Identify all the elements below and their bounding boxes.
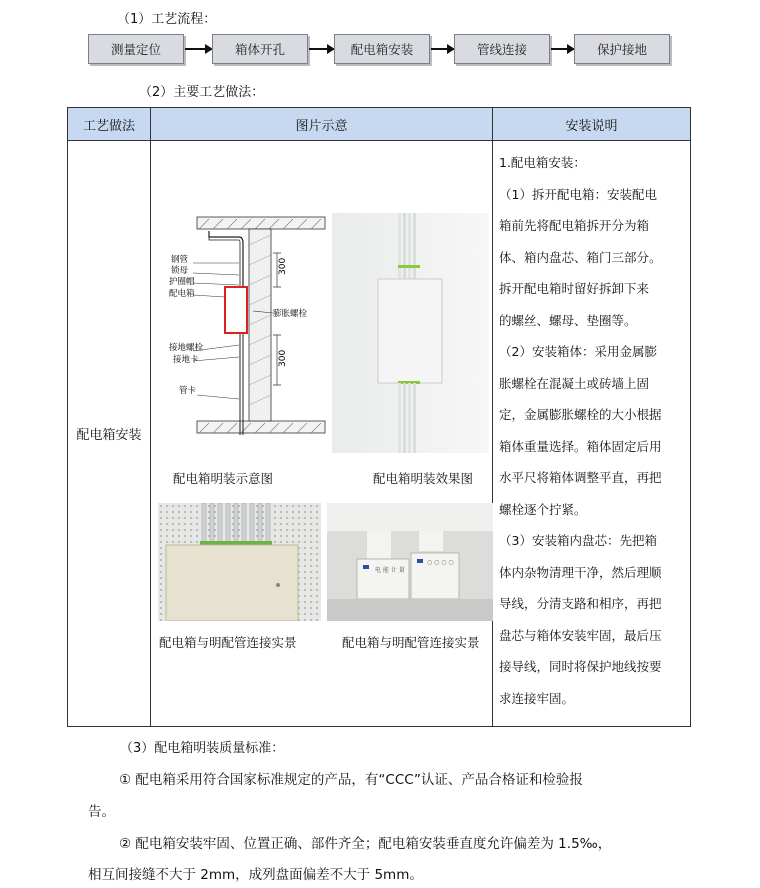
quality-standard-heading: （3）配电箱明装质量标准：: [120, 741, 285, 756]
method-cell: 配电箱安装: [68, 141, 151, 727]
description-line: 体内杂物清理干净，然后理顺: [499, 564, 662, 580]
standard-item-2-cont: 相互间接缝不大于 2mm，成列盘面偏差不大于 5mm。: [88, 867, 423, 883]
meter-box-label: 电 能 计 量: [375, 567, 405, 574]
installation-schematic: [169, 215, 329, 455]
header-description: 安装说明: [493, 108, 691, 141]
process-flow-heading: （1）工艺流程：: [117, 12, 217, 27]
flow-arrow: [185, 48, 211, 50]
standard-item-1: ① 配电箱采用符合国家标准规定的产品，有“CCC”认证、产品合格证和检验报: [119, 772, 583, 788]
main-process-heading: （2）主要工艺做法：: [139, 85, 265, 100]
caption-schematic: 配电箱明装示意图: [173, 471, 274, 486]
label-ground-bolt: 接地螺栓: [169, 343, 204, 353]
flow-arrow: [309, 48, 333, 50]
description-line: 拆开配电箱时留好拆卸下来: [499, 281, 650, 296]
description-line: 的螺丝、螺母、垫圈等。: [499, 312, 637, 328]
description-line: 胀螺栓在混凝土或砖墙上固: [499, 375, 650, 391]
flow-step-ground: 保护接地: [574, 34, 670, 64]
photo-box-pipes-2: [327, 503, 493, 621]
picture-cell: [151, 141, 493, 727]
description-line: 体、箱内盘芯、箱门三部分。: [499, 249, 662, 265]
flow-step-pipe: 管线连接: [454, 34, 550, 64]
label-expansion-bolt: 膨胀螺栓: [273, 309, 308, 319]
description-line: 求连接牢固。: [499, 690, 575, 706]
caption-photo-2: 配电箱与明配管连接实景: [342, 635, 480, 650]
header-picture: 图片示意: [151, 108, 493, 141]
caption-effect: 配电箱明装效果图: [373, 471, 474, 486]
label-lock-nut: 锁母: [171, 266, 189, 276]
description-line: 螺栓逐个拧紧。: [499, 501, 587, 517]
description-line: 定，金属膨胀螺栓的大小根据: [499, 407, 662, 422]
description-line: （2）安装箱体：采用金属膨: [499, 344, 657, 359]
flow-step-install: 配电箱安装: [334, 34, 430, 64]
label-ground-clip: 接地卡: [173, 355, 199, 365]
photo-box-pipes-1: [158, 503, 321, 621]
standard-item-2: ② 配电箱安装牢固、位置正确、部件齐全；配电箱安装垂直度允许偏差为 1.5‰，: [119, 836, 612, 852]
effect-image: [332, 213, 489, 453]
meter-box-knobs: ○ ○ ○ ○: [427, 559, 454, 566]
flow-arrow: [431, 48, 453, 50]
description-line: 盘芯与箱体安装牢固，最后压: [499, 627, 662, 643]
description-line: 1.配电箱安装：: [499, 155, 586, 170]
description-line: （1）拆开配电箱：安装配电: [499, 186, 657, 202]
description-line: 水平尺将箱体调整平直，再把: [499, 470, 662, 485]
flow-step-hole: 箱体开孔: [212, 34, 308, 64]
caption-photo-1: 配电箱与明配管连接实景: [159, 635, 297, 650]
description-line: 导线，分清支路和相序，再把: [499, 596, 662, 611]
label-pipe-clamp: 管卡: [179, 386, 197, 396]
standard-item-1-cont: 告。: [88, 804, 115, 820]
process-table: [67, 107, 691, 727]
flow-step-survey: 测量定位: [88, 34, 184, 64]
dim-top-label: 300: [278, 257, 288, 275]
label-box: 配电箱: [169, 289, 195, 299]
dim-bottom-label: 300: [278, 349, 288, 367]
description-line: 箱体重量选择。箱体固定后用: [499, 438, 662, 454]
description-line: （3）安装箱内盘芯：先把箱: [499, 533, 657, 548]
description-line: 箱前先将配电箱拆开分为箱: [499, 218, 650, 233]
description-line: 接导线，同时将保护地线按要: [499, 659, 662, 674]
label-steel-pipe: 钢管: [171, 255, 189, 265]
header-method: 工艺做法: [68, 108, 151, 141]
description-cell: [493, 141, 691, 727]
flow-arrow: [551, 48, 573, 50]
label-guard-ring: 护圈帽: [169, 277, 195, 287]
